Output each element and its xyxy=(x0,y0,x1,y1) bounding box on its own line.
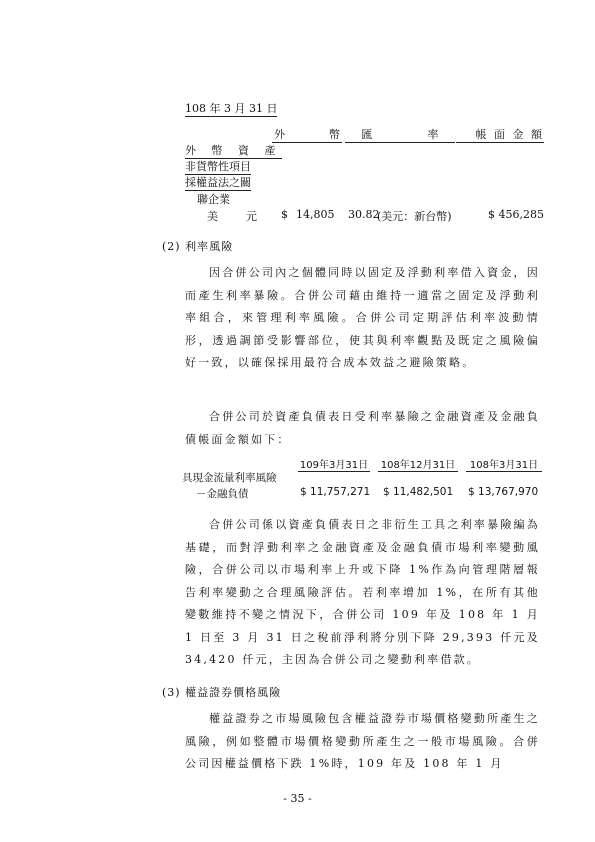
table2-row-label1: 具現金流量利率風險 xyxy=(182,472,277,484)
table1-row-foreign: 14,805 xyxy=(296,208,335,221)
table2-header-1: 109年3月31日 xyxy=(298,456,370,472)
table1-col-foreign: 外 幣 xyxy=(274,128,340,141)
table1-subheader2: 採權益法之關 xyxy=(185,176,251,189)
section2-para1 xyxy=(185,262,540,375)
table2-header-2: 108年12月31日 xyxy=(378,456,458,472)
section3-heading: (3) 權益證券價格風險 xyxy=(162,686,282,699)
section2-para2 xyxy=(185,406,540,451)
table2-value-3: $ 13,767,970 xyxy=(468,486,539,498)
para3 xyxy=(185,514,540,672)
section2-para2-text: 合併公司於資產負債表日受利率暴險之金融資產及金融負債帳面金額如下： xyxy=(185,410,540,446)
table1-row-rate: 30.82 xyxy=(348,208,380,221)
section3-para xyxy=(185,708,540,776)
section2-heading: (2) 利率風險 xyxy=(162,240,234,253)
para3-text: 合併公司係以資產負債表日之非衍生工具之利率暴險編為基礎，而對浮動利率之金融資產及金融負債市場利率變動風險，合併公司以市場利率上升或下降 1%作為向管理階層報告利率變動之合理風險評估。若利率增加 1%，在所有其他變數維持不變之情況下，合併公司 109 年及 108 年 1 月 1 日至 3 月 31 日之稅前淨利將分別下降 29,393 仟元及 34,420 仟元，主因為合併公司之變動利率借款。 xyxy=(185,518,540,666)
section3-para-text: 權益證券之市場風險包含權益證券市場價格變動所產生之風險，例如整體市場價格變動所產生之一般市場風險。合併公司因權益價格下跌 1%時，109 年及 108 年 1 月 xyxy=(185,712,540,770)
table2-value-1: $ 11,757,271 xyxy=(300,486,371,498)
table1-col-book: 帳 面 金 額 xyxy=(456,126,544,143)
table1-row-dollar: $ xyxy=(281,208,288,221)
table1-subheader3: 聯企業 xyxy=(197,193,230,206)
table1-row-rate-unit: (美元：新台幣) xyxy=(377,210,452,223)
table2-row-label2: －金融負債 xyxy=(196,488,249,500)
table1-row-header: 外 幣 資 產 xyxy=(185,144,282,157)
table1-row-currency: 美 元 xyxy=(207,210,259,223)
table1-row-book: $ 456,285 xyxy=(488,208,544,221)
table1-date: 108 年 3 月 31 日 xyxy=(185,102,278,115)
table1-subheader1: 非貨幣性項目 xyxy=(185,160,251,173)
section2-para1-text: 因合併公司內之個體同時以固定及浮動利率借入資金，因而產生利率暴險。合併公司藉由維持一適當之固定及浮動利率組合，來管理利率風險。合併公司定期評估利率波動情形，透過調節受影響部位，使其與利率觀點及既定之風險偏好一致，以確保採用最符合成本效益之避險策略。 xyxy=(185,266,540,369)
page-number: - 35 - xyxy=(283,792,312,805)
table2-value-2: $ 11,482,501 xyxy=(383,486,454,498)
table2-header-3: 108年3月31日 xyxy=(466,456,542,472)
table1-col-rate: 匯 率 xyxy=(345,126,455,143)
